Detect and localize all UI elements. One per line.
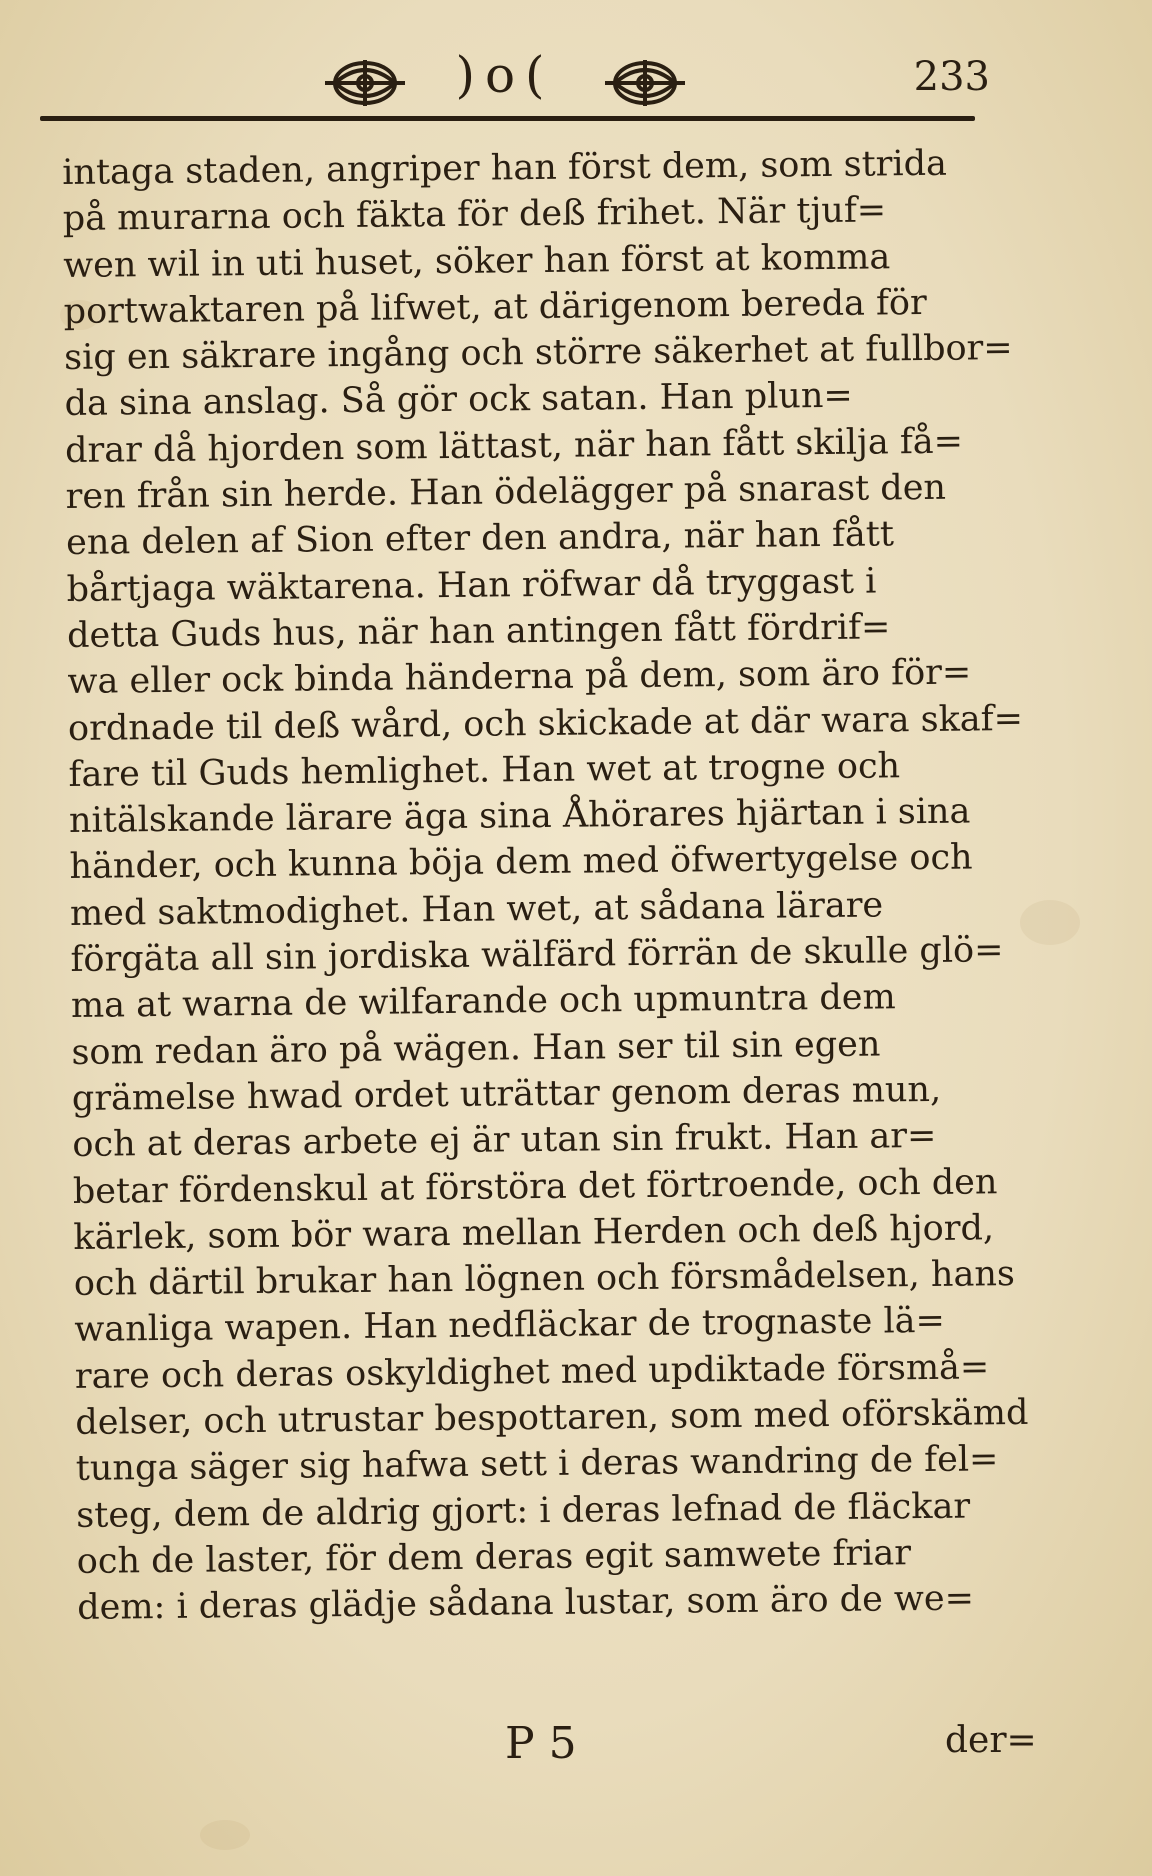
body-text [62,140,1037,1631]
text-line: wanliga wapen. Han nedfläckar de trognaste lä= [74,1301,946,1351]
text-line: och de laster, för dem deras egit samwete friar [76,1533,912,1582]
text-line: detta Guds hus, när han antingen fått fördrif= [66,607,891,656]
text-line: förgäta all sin jordiska wälfärd förrän de skulle glö= [70,930,1004,981]
text-line: betar fördenskul at förstöra det förtroende, och den [72,1161,998,1212]
text-line: och at deras arbete ej är utan sin frukt. Han ar= [72,1116,937,1166]
text-line: sig en säkrare ingång och större säkerhet at fullbor= [63,328,1013,379]
text-line: grämelse hwad ordet uträttar genom deras mun, [71,1069,942,1119]
text-line: med saktmodighet. Han wet, at sådana lärare [69,885,884,934]
page-number: 233 [913,54,990,100]
text-line: nitälskande lärare äga sina Åhörares hjärtan i sina [68,791,971,842]
text-line: och därtil brukar han lögnen och försmådelsen, hans [73,1254,1016,1305]
paper-stain [200,1820,250,1850]
text-line: fare til Guds hemlighet. Han wet at trogne och [68,746,901,795]
text-line: wa eller ock binda händerna på dem, som äro för= [67,652,972,703]
header-rule [40,116,975,121]
text-line: ordnade til deß wård, och skickade at där wara skaf= [67,698,1024,749]
text-line: dem: i deras glädje sådana lustar, som äro de we= [77,1578,975,1629]
text-line: portwaktaren på lifwet, at därigenom bereda för [63,282,927,332]
text-line: kärlek, som bör wara mellan Herden och deß hjord, [73,1208,995,1258]
text-line: ma at warna de wilfarande och upmuntra dem [70,977,896,1027]
text-line: rare och deras oskyldighet med updiktade försmå= [74,1347,990,1397]
text-line: intaga staden, angriper han först dem, som strida [62,143,948,193]
text-line: ena delen af Sion efter den andra, när han fått [65,514,895,564]
text-line: tunga säger sig hafwa sett i deras wandring de fel= [75,1439,999,1490]
signature-mark: P 5 [505,1718,577,1769]
header-ornament-text: )o( [455,46,555,104]
text-line: steg, dem de aldrig gjort: i deras lefnad de fläckar [76,1486,971,1536]
text-line: delser, och utrustar bespottaren, som med oförskämd [75,1392,1029,1443]
text-line: wen wil in uti huset, söker han först at komma [63,236,891,286]
text-line: som redan äro på wägen. Han ser til sin egen [71,1024,881,1073]
text-line: drar då hjorden som lättast, när han fått skilja få= [64,421,964,471]
text-line: da sina anslag. Så gör ock satan. Han plun= [64,376,853,425]
text-line: på murarna och fäkta för deß frihet. När tjuf= [62,190,887,240]
catchword: der= [945,1720,1037,1761]
page-footer [0,1718,1152,1788]
text-line: bårtjaga wäktarena. Han röfwar då tryggast i [66,561,877,610]
floral-ornament-icon [320,52,410,114]
text-line: ren från sin herde. Han ödelägger på snarast den [65,467,947,518]
text-line: händer, och kunna böja dem med öfwertygelse och [69,837,973,888]
floral-ornament-icon [600,52,690,114]
